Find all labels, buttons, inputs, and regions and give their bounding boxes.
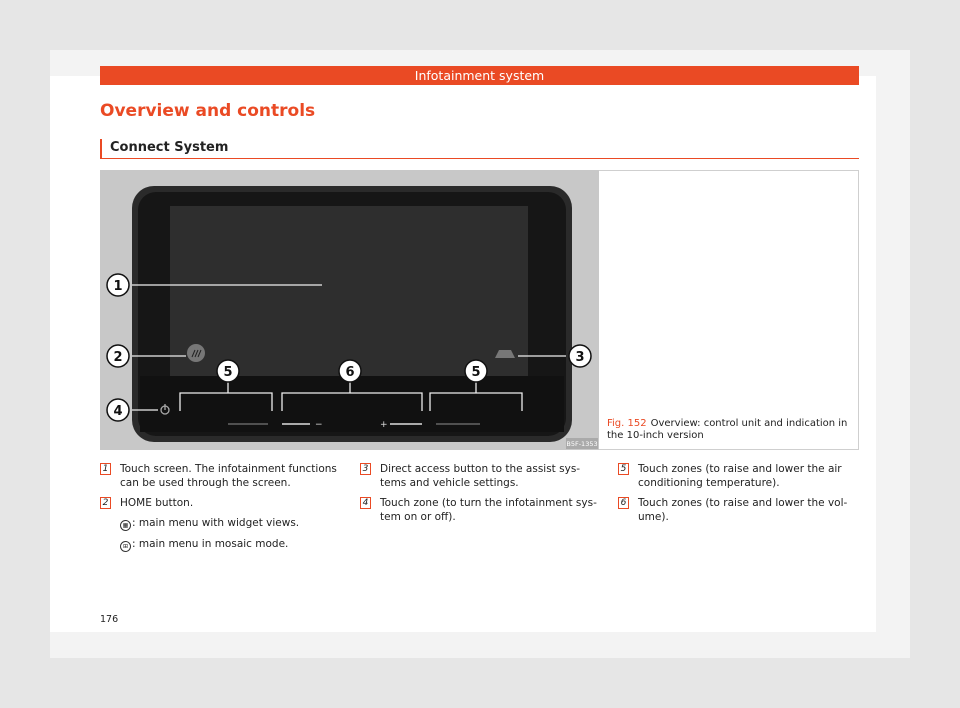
legend-text: Touch zones (to raise and lower the air conditioning temperature). [638, 463, 842, 489]
callout-label-3: 3 [575, 350, 585, 365]
legend-sub-mosaic: ⊞ : main menu in mosaic mode. [120, 537, 342, 552]
callout-label-4: 4 [113, 404, 123, 419]
legend-item-6 [618, 496, 860, 524]
legend-text: Touch screen. The infotainment functions can be used through the screen. [120, 463, 337, 489]
legend-column-2 [360, 462, 602, 530]
legend-number: 5 [618, 463, 629, 475]
page-title: Overview and controls [100, 101, 316, 121]
callout-label-5-right: 5 [471, 365, 481, 380]
callout-label-2: 2 [113, 350, 123, 365]
legend-item-4 [360, 496, 602, 524]
touch-screen [170, 206, 528, 376]
legend-text: HOME button. [120, 497, 194, 509]
figure-caption [607, 418, 852, 442]
legend-item-1 [100, 462, 342, 490]
volume-plus-label: + [380, 420, 388, 430]
legend-item-5 [618, 462, 860, 490]
callout-label-1: 1 [113, 279, 123, 294]
legend-sub-widget: ▦ : main menu with widget views. [120, 516, 342, 531]
legend-item-2 [100, 496, 342, 552]
legend-column-3 [618, 462, 860, 530]
legend-item-3 [360, 462, 602, 490]
legend-number: 2 [100, 497, 111, 509]
callout-label-6: 6 [345, 365, 355, 380]
section-subtitle: Connect System [100, 139, 859, 159]
legend-number: 6 [618, 497, 629, 509]
figure-code: B5F-1353 [566, 440, 598, 448]
legend-number: 3 [360, 463, 371, 475]
figure-number: Fig. 152 [607, 418, 647, 429]
home-icon [187, 344, 205, 362]
mosaic-view-icon: ⊞ [120, 541, 131, 552]
section-header: Infotainment system [100, 66, 859, 85]
control-unit-illustration [100, 170, 599, 450]
callout-label-5-left: 5 [223, 365, 233, 380]
legend-number: 1 [100, 463, 111, 475]
volume-minus-label: − [315, 420, 323, 430]
legend-number: 4 [360, 497, 371, 509]
page-number: 176 [100, 614, 119, 625]
legend-text: Direct access button to the assist sys-tems and vehicle settings. [380, 463, 581, 489]
touch-bar [140, 376, 564, 432]
legend-text: Touch zone (to turn the infotainment sys-tem on or off). [380, 497, 597, 523]
legend-text: Touch zones (to raise and lower the vol-ume). [638, 497, 848, 523]
widget-view-icon: ▦ [120, 520, 131, 531]
figure-caption-text: Overview: control unit and indication in the 10-inch version [607, 418, 848, 441]
legend-column-1 [100, 462, 342, 558]
